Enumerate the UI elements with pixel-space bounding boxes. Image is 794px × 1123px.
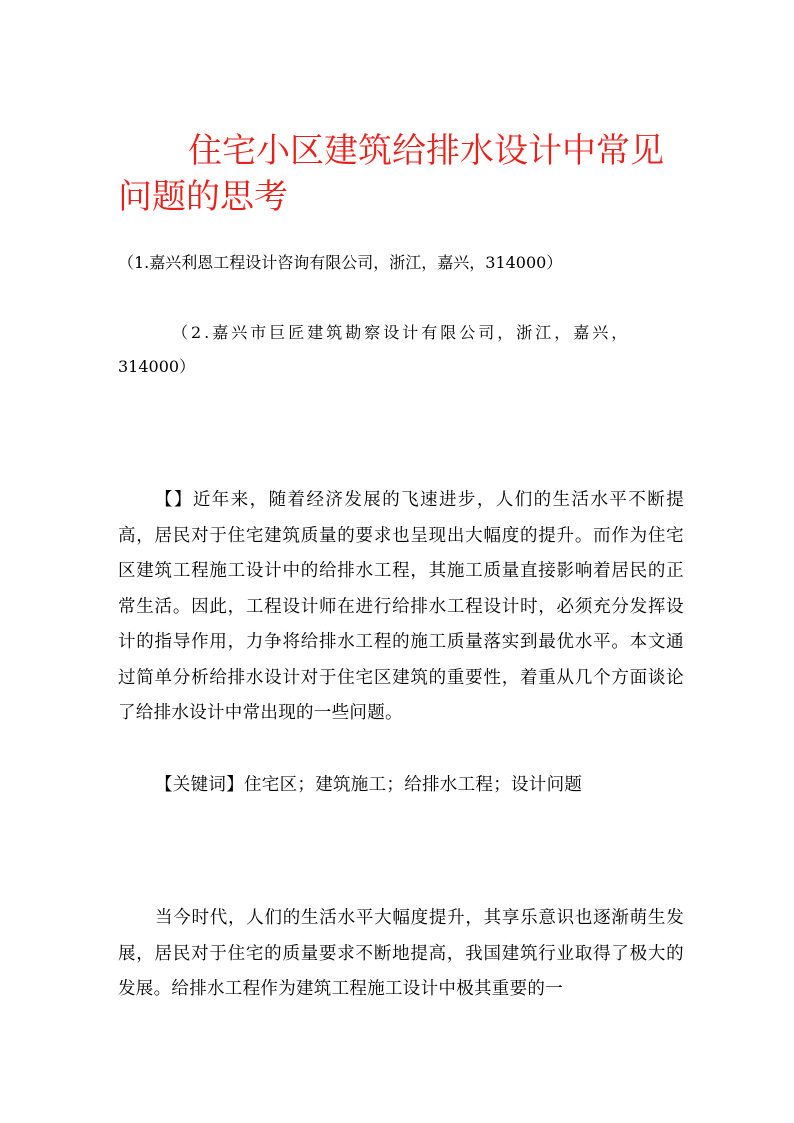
body-paragraph: 当今时代，人们的生活水平大幅度提升，其享乐意识也逐渐萌生发展，居民对于住宅的质量要求不断地提高，我国建筑行业取得了极大的发展。给排水工程作为建筑工程施工设计中极其重要的一 <box>118 908 684 999</box>
abstract-paragraph: 【】近年来，随着经济发展的飞速进步，人们的生活水平不断提高，居民对于住宅建筑质量的要求也呈现出大幅度的提升。而作为住宅区建筑工程施工设计中的给排水工程，其施工质量直接影响着居民的正常生活。因此，工程设计师在进行给排水工程设计时，必须充分发挥设计的指导作用，力争将给排水工程的施工质量落实到最优水平。本文通过简单分析给排水设计对于住宅区建筑的重要性，着重从几个方面谈论了给排水设计中常出现的一些问题。 <box>118 490 684 723</box>
affiliation-2-tail: 314000） <box>118 357 196 376</box>
author-affiliation-1: （1.嘉兴利恩工程设计咨询有限公司，浙江，嘉兴，314000） <box>118 253 563 272</box>
document-title: 住宅小区建筑给排水设计中常见问题的思考 <box>118 131 664 217</box>
author-affiliation-2 <box>118 316 678 384</box>
affiliation-2-main: （2.嘉兴市巨匠建筑勘察设计有限公司，浙江，嘉兴， <box>172 323 631 342</box>
keywords-line: 【关键词】住宅区；建筑施工；给排水工程；设计问题 <box>155 775 583 795</box>
